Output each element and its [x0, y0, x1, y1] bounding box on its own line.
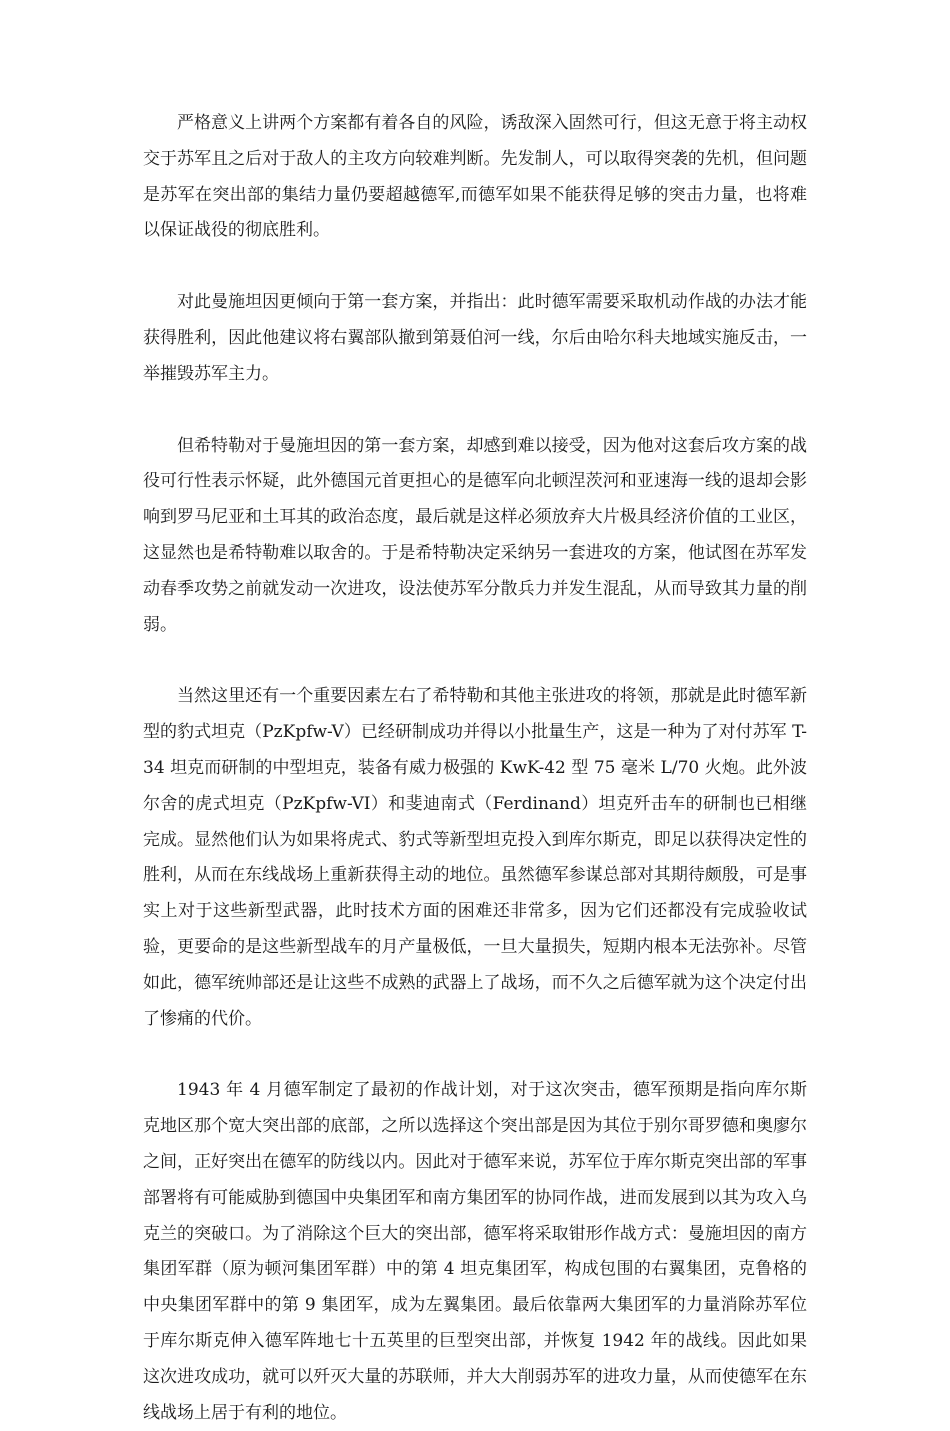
document-page — [143, 106, 807, 1431]
paragraph-2: 对此曼施坦因更倾向于第一套方案，并指出：此时德军需要采取机动作战的办法才能获得胜利，因此他建议将右翼部队撤到第聂伯河一线，尔后由哈尔科夫地域实施反击，一举摧毁苏军主力。 — [143, 292, 807, 384]
paragraph-1: 严格意义上讲两个方案都有着各自的风险，诱敌深入固然可行，但这无意于将主动权交于苏军且之后对于敌人的主攻方向较难判断。先发制人，可以取得突袭的先机，但问题是苏军在突出部的集结力量仍要超越德军,而德军如果不能获得足够的突击力量，也将难以保证战役的彻底胜利。 — [143, 113, 807, 241]
paragraph-5: 1943 年 4 月德军制定了最初的作战计划，对于这次突击，德军预期是指向库尔斯克地区那个宽大突出部的底部，之所以选择这个突出部是因为其位于别尔哥罗德和奥廖尔之间，正好突出在德军的防线以内。因此对于德军来说，苏军位于库尔斯克突出部的军事部署将有可能威胁到德国中央集团军和南方集团军的协同作战，进而发展到以其为攻入乌克兰的突破口。为了消除这个巨大的突出部，德军将采取钳形作战方式：曼施坦因的南方集团军群（原为顿河集团军群）中的第 4 坦克集团军，构成包围的右翼集团，克鲁格的中央集团军群中的第 9 集团军，成为左翼集团。最后依靠两大集团军的力量消除苏军位于库尔斯克伸入德军阵地七十五英里的巨型突出部，并恢复 1942 年的战线。因此如果这次进攻成功，就可以歼灭大量的苏联师，并大大削弱苏军的进攻力量，从而使德军在东线战场上居于有利的地位。 — [143, 1080, 807, 1423]
paragraph-4: 当然这里还有一个重要因素左右了希特勒和其他主张进攻的将领，那就是此时德军新型的豹式坦克（PzKpfw-V）已经研制成功并得以小批量生产，这是一种为了对付苏军 T-34 坦克而研制的中型坦克，装备有威力极强的 KwK-42 型 75 毫米 L/70 火炮。此外波尔舍的虎式坦克（PzKpfw-VI）和斐迪南式（Ferdinand）坦克歼击车的研制也已相继完成。显然他们认为如果将虎式、豹式等新型坦克投入到库尔斯克，即足以获得决定性的胜利，从而在东线战场上重新获得主动的地位。虽然德军参谋总部对其期待颇殷，可是事实上对于这些新型武器，此时技术方面的困难还非常多，因为它们还都没有完成验收试验，更要命的是这些新型战车的月产量极低，一旦大量损失，短期内根本无法弥补。尽管如此，德军统帅部还是让这些不成熟的武器上了战场，而不久之后德军就为这个决定付出了惨痛的代价。 — [143, 686, 807, 1029]
paragraph-3: 但希特勒对于曼施坦因的第一套方案，却感到难以接受，因为他对这套后攻方案的战役可行性表示怀疑，此外德国元首更担心的是德军向北顿涅茨河和亚速海一线的退却会影响到罗马尼亚和土耳其的政治态度，最后就是这样必须放弃大片极具经济价值的工业区，这显然也是希特勒难以取舍的。于是希特勒决定采纳另一套进攻的方案，他试图在苏军发动春季攻势之前就发动一次进攻，设法使苏军分散兵力并发生混乱，从而导致其力量的削弱。 — [143, 435, 807, 635]
